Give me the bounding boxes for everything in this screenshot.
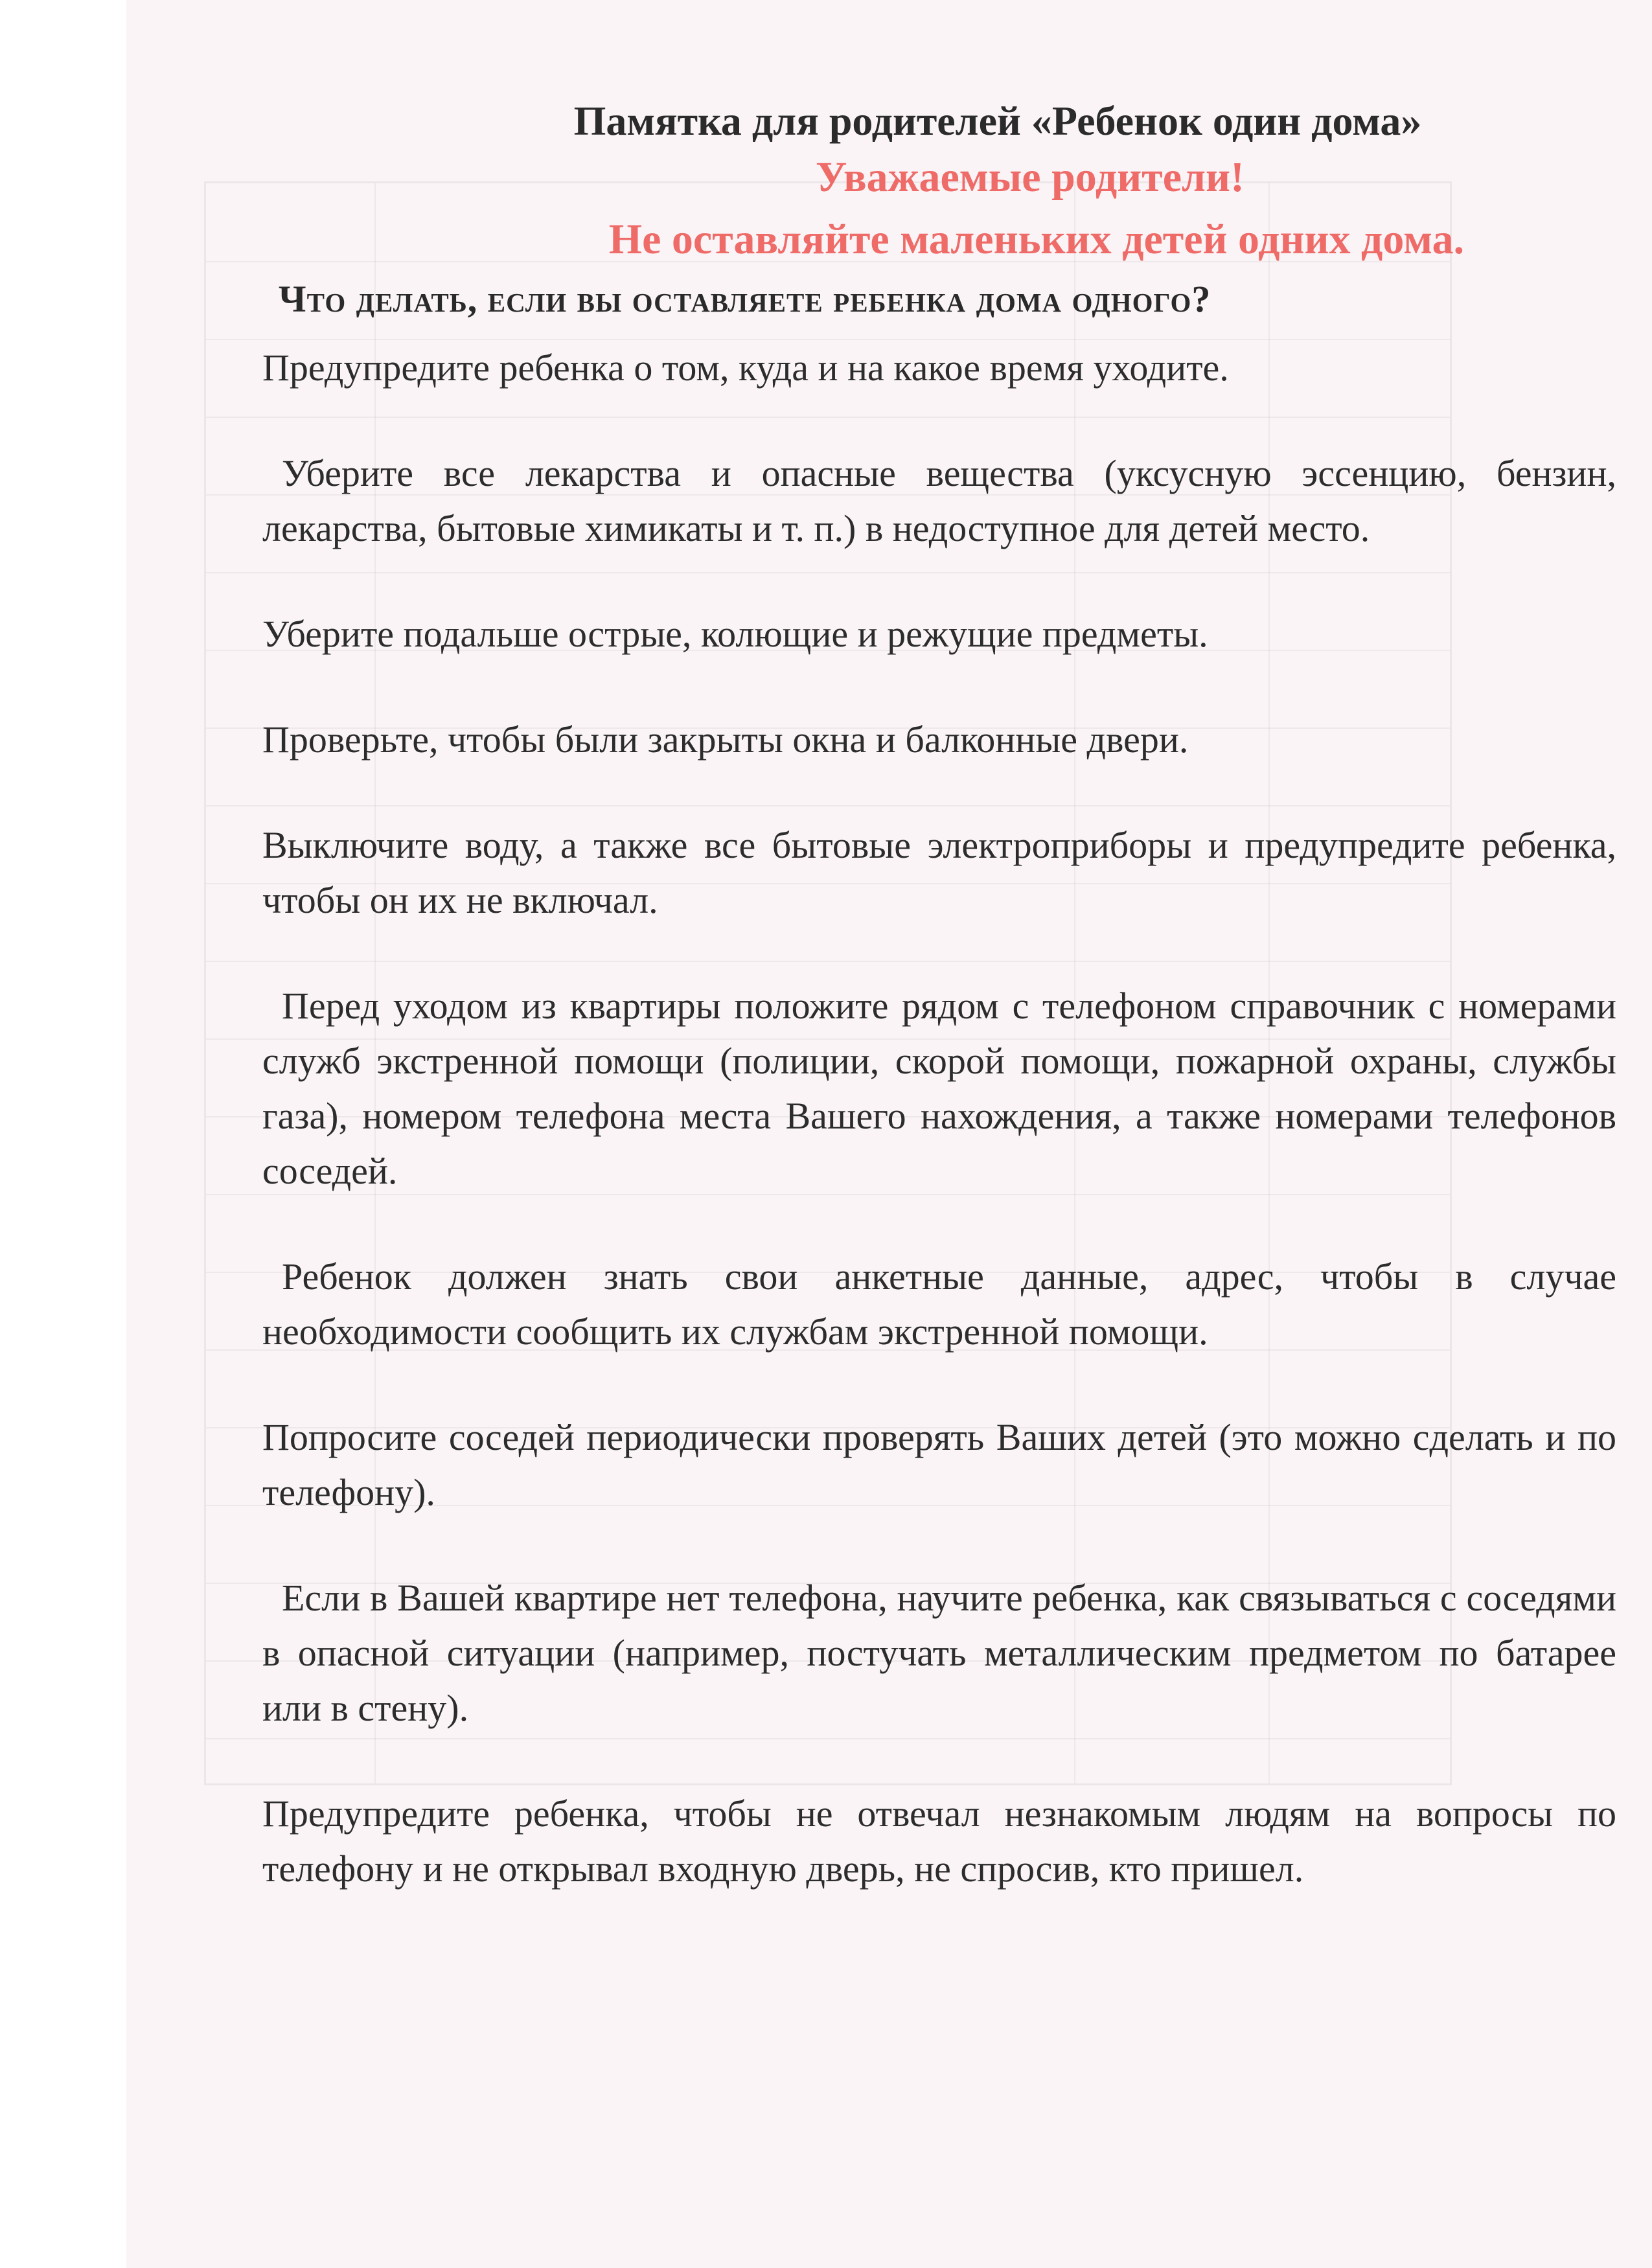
paragraph: Уберите подальше острые, колющие и режущие предметы. — [262, 613, 1208, 655]
warning: Не оставляйте маленьких детей одних дома. — [608, 216, 1465, 263]
paragraph: Выключите воду, а также все бытовые электроприборы и предупредите ребенка, чтобы он их не включал. — [262, 824, 1616, 921]
paragraph: Перед уходом из квартиры положите рядом с телефоном справочник с номерами служб экстренной помощи (полиции, скорой помощи, пожарной охраны, службы газа), номером телефона места Вашего нахождения, а также номерами телефонов соседей. — [262, 985, 1616, 1192]
paragraph: Ребенок должен знать свои анкетные данные, адрес, чтобы в случае необходимости сообщить их службам экстренной помощи. — [262, 1255, 1616, 1353]
page-title: Памятка для родителей «Ребенок один дома» — [573, 98, 1422, 144]
paragraph: Попросите соседей периодически проверять Ваших детей (это можно сделать и по телефону). — [262, 1416, 1616, 1513]
paragraph: Уберите все лекарства и опасные вещества (уксусную эссенцию, бензин, лекарства, бытовые химикаты и т. п.) в недоступное для детей место. — [262, 452, 1616, 549]
memo-content — [262, 97, 1616, 1896]
paragraph: Если в Вашей квартире нет телефона, научите ребенка, как связываться с соседями в опасной ситуации (например, постучать металлическим предметом по батарее или в стену). — [262, 1577, 1616, 1729]
paragraph: Предупредите ребенка, чтобы не отвечал незнакомым людям на вопросы по телефону и не открывал входную дверь, не спросив, кто пришел. — [262, 1793, 1616, 1890]
paragraph: Проверьте, чтобы были закрыты окна и балконные двери. — [262, 718, 1189, 761]
greeting: Уважаемые родители! — [815, 154, 1245, 201]
section-question: Что делать, если вы оставляете ребенка дома одного? — [279, 278, 1211, 320]
scan-margin — [0, 0, 126, 2268]
paragraph: Предупредите ребенка о том, куда и на какое время уходите. — [262, 347, 1229, 389]
